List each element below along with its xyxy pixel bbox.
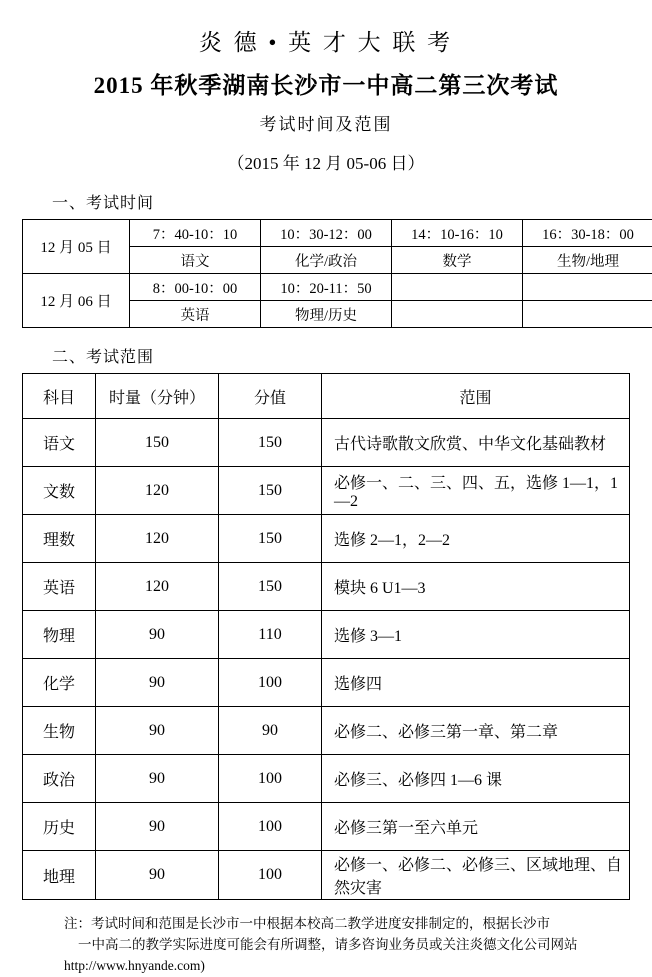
scope-score-1: 150 — [219, 467, 322, 515]
document-page — [0, 24, 652, 918]
schedule-subject-2-4 — [523, 301, 652, 328]
schedule-subject-2-1: 英语 — [130, 301, 261, 328]
schedule-subject-2-3 — [392, 301, 523, 328]
column-header-duration: 时量（分钟） — [96, 374, 219, 419]
exam-schedule-table — [22, 219, 652, 328]
schedule-day-1: 12 月 05 日 — [23, 220, 130, 274]
table-row — [23, 659, 630, 707]
table-row — [23, 611, 630, 659]
scope-score-9: 100 — [219, 851, 322, 900]
scope-subject-7: 政治 — [23, 755, 96, 803]
schedule-time-1-1: 7：40-10：10 — [130, 220, 261, 247]
footer-note-line-1: 注：考试时间和范围是长沙市一中根据本校高二教学进度安排制定的，根据长沙市 — [64, 914, 620, 935]
footer-note-line-2: 一中高二的教学实际进度可能会有所调整，请多咨询业务员或关注炎德文化公司网站 — [64, 935, 620, 956]
scope-score-5: 100 — [219, 659, 322, 707]
schedule-day-2: 12 月 06 日 — [23, 274, 130, 328]
scope-subject-2: 理数 — [23, 515, 96, 563]
scope-duration-9: 90 — [96, 851, 219, 900]
scope-score-0: 150 — [219, 419, 322, 467]
schedule-subject-1-4: 生物/地理 — [523, 247, 652, 274]
table-row — [23, 563, 630, 611]
scope-range-2: 选修 2—1，2—2 — [322, 515, 630, 563]
table-row — [23, 851, 630, 900]
schedule-time-2-2: 10：20-11：50 — [261, 274, 392, 301]
scope-score-3: 150 — [219, 563, 322, 611]
scope-range-7: 必修三、必修四 1—6 课 — [322, 755, 630, 803]
table-row — [23, 419, 630, 467]
footer-note-website: http://www.hnyande.com) — [64, 956, 620, 977]
schedule-subject-1-2: 化学/政治 — [261, 247, 392, 274]
scope-subject-0: 语文 — [23, 419, 96, 467]
schedule-time-1-2: 10：30-12：00 — [261, 220, 392, 247]
scope-duration-3: 120 — [96, 563, 219, 611]
scope-duration-7: 90 — [96, 755, 219, 803]
scope-duration-5: 90 — [96, 659, 219, 707]
scope-subject-3: 英语 — [23, 563, 96, 611]
table-row — [23, 467, 630, 515]
scope-duration-8: 90 — [96, 803, 219, 851]
scope-subject-9: 地理 — [23, 851, 96, 900]
scope-subject-5: 化学 — [23, 659, 96, 707]
schedule-time-1-3: 14：10-16：10 — [392, 220, 523, 247]
column-header-score: 分值 — [219, 374, 322, 419]
scope-range-6: 必修二、必修三第一章、第二章 — [322, 707, 630, 755]
scope-range-5: 选修四 — [322, 659, 630, 707]
exam-main-title: 2015 年秋季湖南长沙市一中高二第三次考试 — [22, 67, 630, 100]
scope-score-7: 100 — [219, 755, 322, 803]
exam-scope-table — [22, 373, 630, 900]
scope-score-6: 90 — [219, 707, 322, 755]
scope-range-0: 古代诗歌散文欣赏、中华文化基础教材 — [322, 419, 630, 467]
schedule-time-2-4 — [523, 274, 652, 301]
scope-duration-2: 120 — [96, 515, 219, 563]
exam-brand-title: 炎 德 • 英 才 大 联 考 — [22, 24, 630, 57]
scope-subject-8: 历史 — [23, 803, 96, 851]
table-row — [23, 274, 652, 301]
scope-range-4: 选修 3—1 — [322, 611, 630, 659]
exam-subtitle: 考试时间及范围 — [22, 110, 630, 135]
column-header-range: 范围 — [322, 374, 630, 419]
scope-subject-1: 文数 — [23, 467, 96, 515]
table-row — [23, 515, 630, 563]
scope-score-2: 150 — [219, 515, 322, 563]
scope-range-1: 必修一、二、三、四、五，选修 1—1，1—2 — [322, 467, 630, 515]
scope-range-9: 必修一、必修二、必修三、区域地理、自然灾害 — [322, 851, 630, 900]
scope-range-8: 必修三第一至六单元 — [322, 803, 630, 851]
column-header-subject: 科目 — [23, 374, 96, 419]
scope-subject-4: 物理 — [23, 611, 96, 659]
scope-duration-4: 90 — [96, 611, 219, 659]
section-heading-schedule: 一、考试时间 — [52, 190, 630, 213]
schedule-time-2-3 — [392, 274, 523, 301]
schedule-subject-1-1: 语文 — [130, 247, 261, 274]
table-row — [23, 220, 652, 247]
exam-date-range: （2015 年 12 月 05-06 日） — [22, 149, 630, 174]
schedule-time-2-1: 8：00-10：00 — [130, 274, 261, 301]
table-row — [23, 803, 630, 851]
table-row — [23, 755, 630, 803]
scope-duration-6: 90 — [96, 707, 219, 755]
scope-score-8: 100 — [219, 803, 322, 851]
table-header-row — [23, 374, 630, 419]
scope-range-3: 模块 6 U1—3 — [322, 563, 630, 611]
schedule-subject-1-3: 数学 — [392, 247, 523, 274]
scope-duration-1: 120 — [96, 467, 219, 515]
footer-note — [22, 914, 630, 977]
table-row — [23, 707, 630, 755]
scope-score-4: 110 — [219, 611, 322, 659]
scope-duration-0: 150 — [96, 419, 219, 467]
schedule-time-1-4: 16：30-18：00 — [523, 220, 652, 247]
section-heading-scope: 二、考试范围 — [52, 344, 630, 367]
schedule-subject-2-2: 物理/历史 — [261, 301, 392, 328]
scope-subject-6: 生物 — [23, 707, 96, 755]
